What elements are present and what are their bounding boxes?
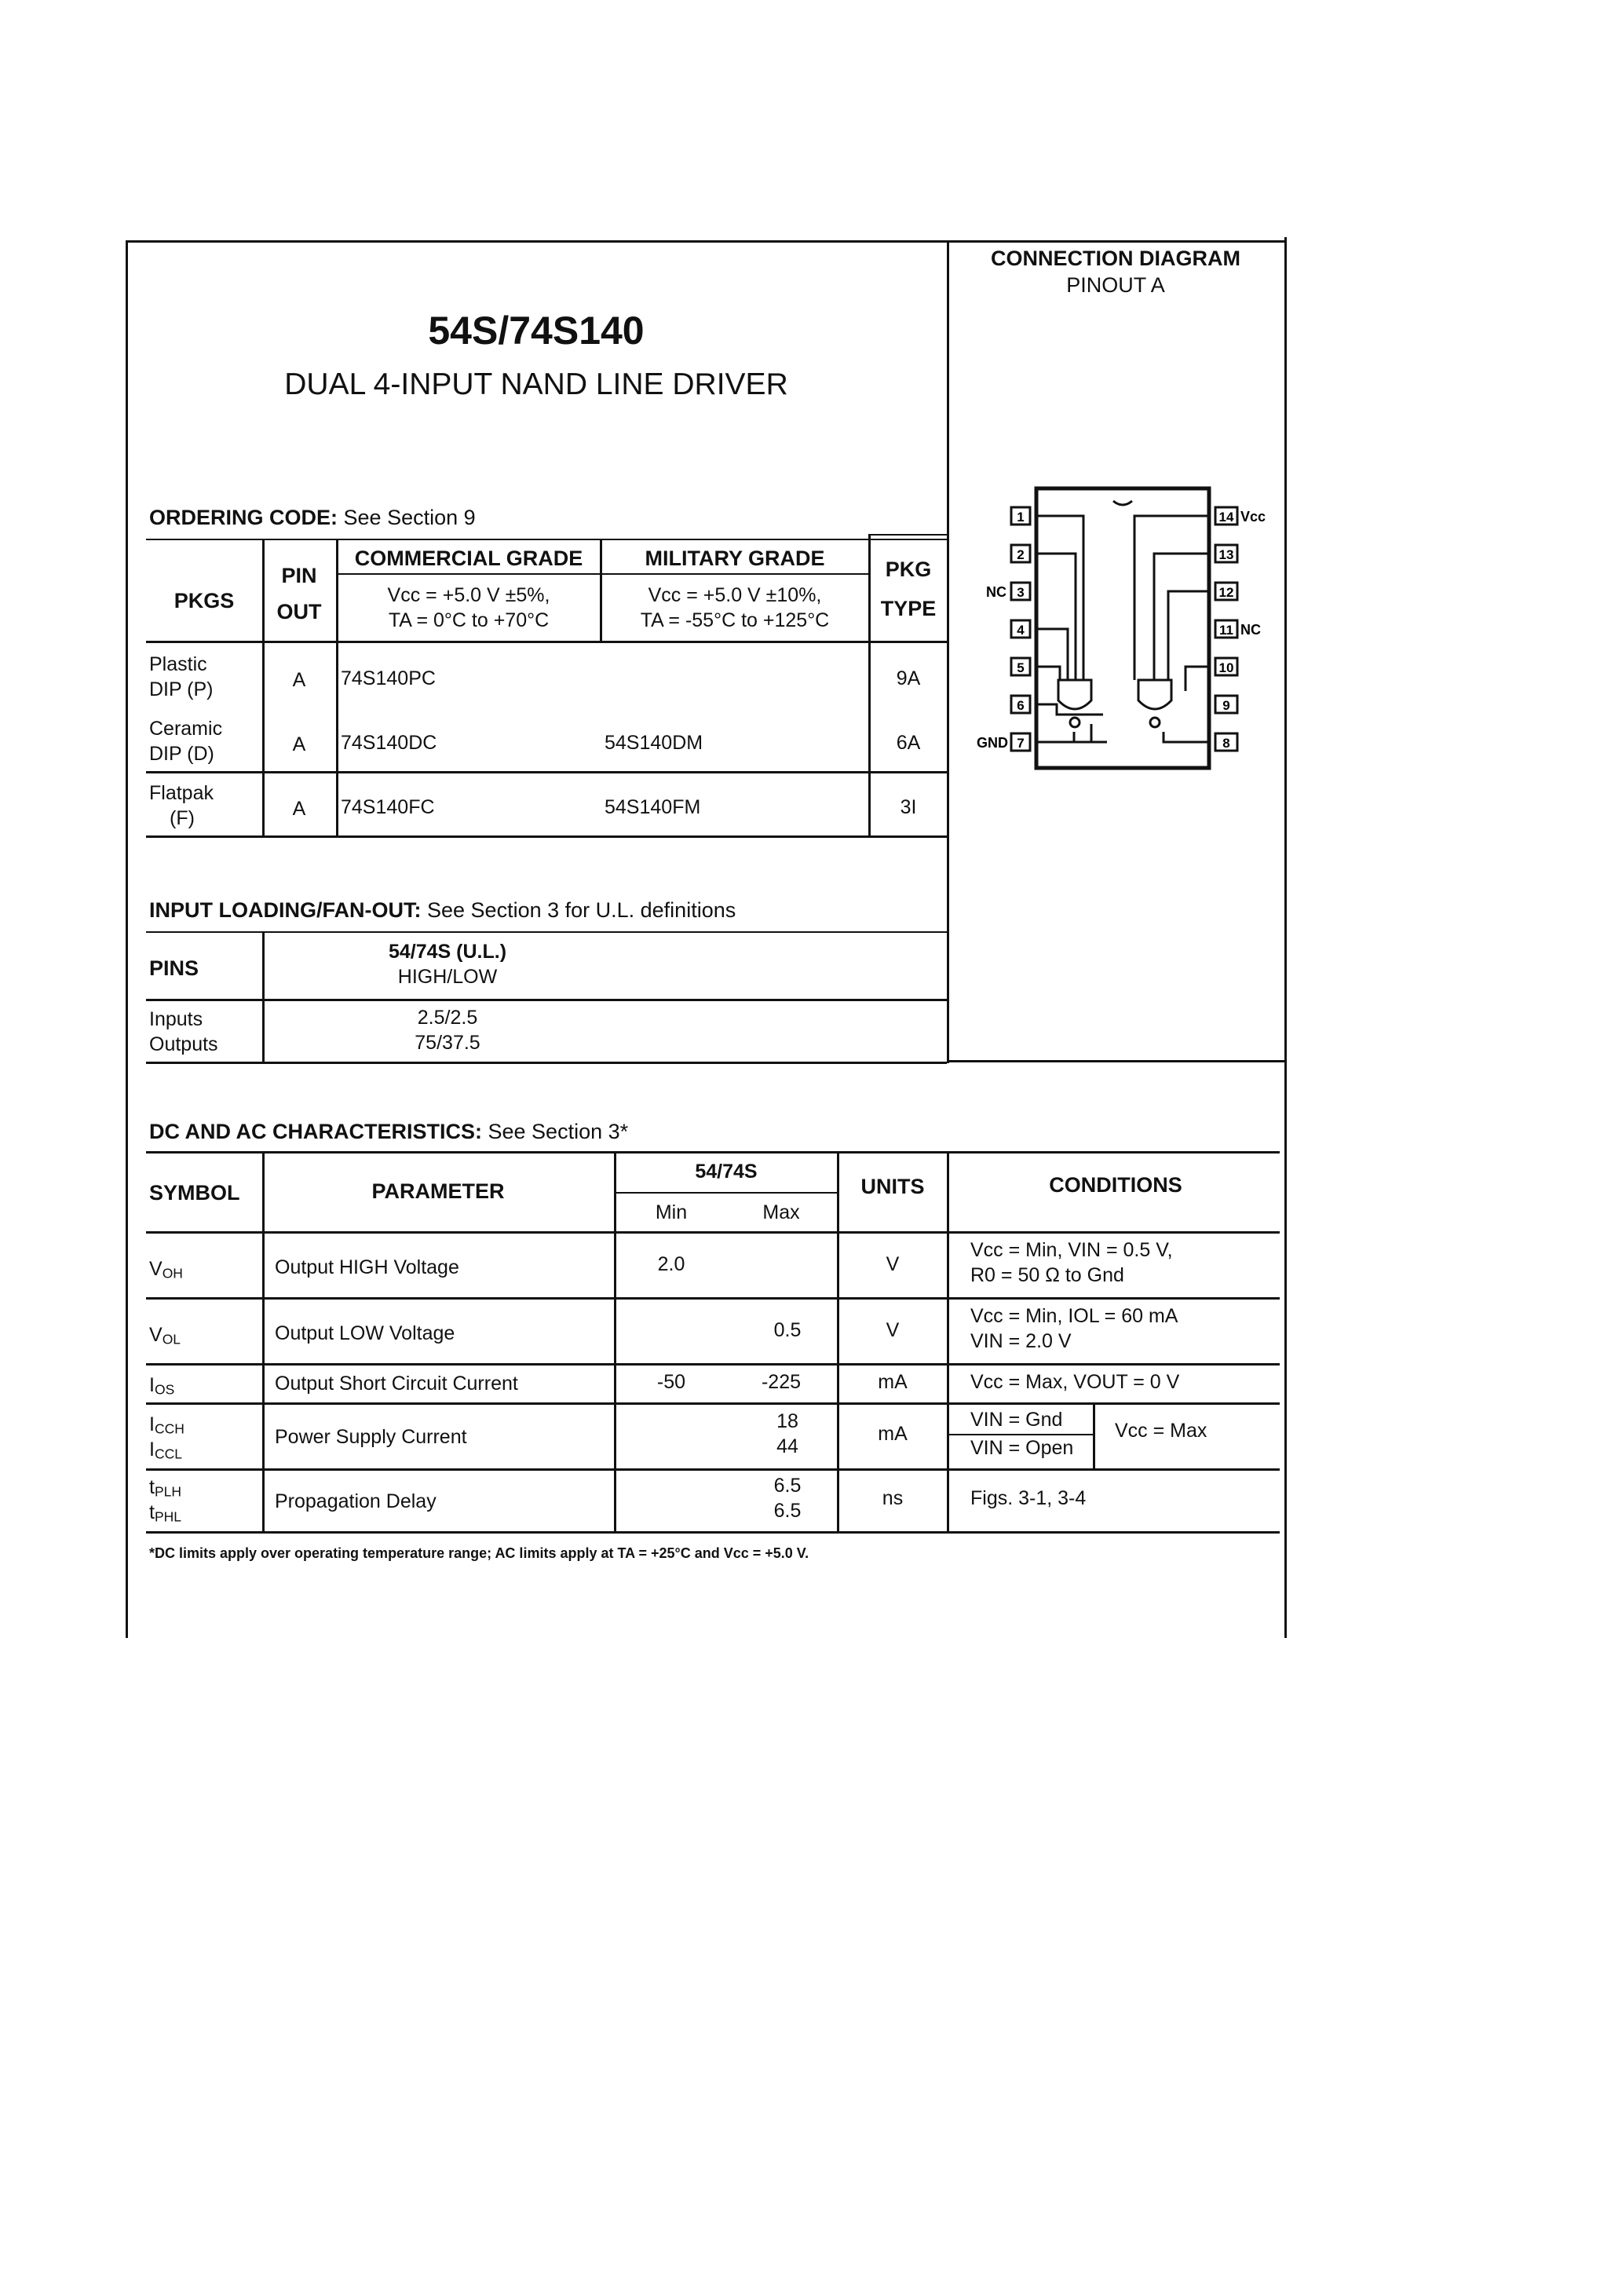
military-condition-2: TA = -55°C to +125°C: [640, 609, 830, 631]
symbol-main: I: [149, 1374, 155, 1396]
pin-3: 3: [1017, 585, 1025, 600]
col-54-74s: 54/74S: [695, 1161, 758, 1183]
pin-13: 13: [1218, 547, 1234, 562]
pin-1: 1: [1017, 510, 1025, 525]
symbol-ios: [149, 1374, 174, 1398]
input-loading-heading: [149, 898, 736, 923]
vcc-pin-label: Vcc: [1240, 509, 1266, 525]
units-icc: mA: [878, 1423, 908, 1445]
row-military-code: 54S140DM: [605, 732, 703, 754]
units-voh: V: [886, 1253, 900, 1275]
symbol-iccl: [149, 1439, 182, 1463]
symbol-sub: PHL: [154, 1508, 181, 1525]
col-military-grade: MILITARY GRADE: [645, 547, 825, 570]
pin-10: 10: [1218, 660, 1234, 675]
cond-icch: VIN = Gnd: [970, 1409, 1063, 1431]
row-outputs: Outputs: [149, 1033, 218, 1055]
symbol-sub: OL: [162, 1331, 181, 1347]
row-commercial-code: 74S140PC: [341, 667, 436, 689]
col-symbol: SYMBOL: [149, 1181, 240, 1205]
pin-2: 2: [1017, 547, 1025, 562]
symbol-main: V: [149, 1258, 163, 1280]
cond-vol-2: VIN = 2.0 V: [970, 1330, 1072, 1352]
max-vol: 0.5: [773, 1319, 802, 1341]
ordering-code-heading: [149, 506, 476, 530]
connection-diagram-title: CONNECTION DIAGRAM: [991, 247, 1240, 270]
param-propagation: Propagation Delay: [275, 1490, 437, 1512]
row-commercial-code: 74S140FC: [341, 796, 435, 818]
col-ul-line2: HIGH/LOW: [397, 966, 498, 988]
col-commercial-grade: COMMERCIAL GRADE: [354, 547, 583, 570]
symbol-icch: [149, 1413, 184, 1438]
row-pin-out: A: [292, 669, 306, 691]
input-loading-heading-label: INPUT LOADING/FAN-OUT:: [149, 898, 422, 922]
symbol-sub: CCH: [154, 1420, 184, 1437]
max-icch: 18: [776, 1410, 798, 1432]
input-loading-heading-note: See Section 3 for U.L. definitions: [427, 898, 736, 922]
row-pkg-flatpak-line2: (F): [170, 807, 195, 829]
pin-7: 7: [1017, 736, 1025, 751]
symbol-tphl: [149, 1501, 181, 1526]
row-pkg-flatpak-line1: Flatpak: [149, 782, 214, 804]
param-icc: Power Supply Current: [275, 1426, 467, 1448]
col-units: UNITS: [860, 1175, 925, 1198]
footnote: *DC limits apply over operating temperature range; AC limits apply at TA = +25°C and Vcc = +5.0 V.: [149, 1545, 809, 1561]
symbol-sub: PLH: [154, 1483, 181, 1500]
symbol-sub: CCL: [154, 1446, 182, 1462]
cond-propagation: Figs. 3-1, 3-4: [970, 1487, 1087, 1509]
dcac-heading-label: DC AND AC CHARACTERISTICS:: [149, 1120, 482, 1143]
pin-14: 14: [1218, 510, 1234, 525]
part-number: 54S/74S140: [428, 309, 645, 353]
cond-voh-1: Vcc = Min, VIN = 0.5 V,: [970, 1239, 1173, 1261]
cond-icc-right: Vcc = Max: [1115, 1420, 1207, 1442]
internal-wiring: [1036, 516, 1209, 742]
row-pin-out: A: [292, 798, 306, 820]
commercial-condition-1: Vcc = +5.0 V ±5%,: [387, 584, 550, 606]
param-voh: Output HIGH Voltage: [275, 1256, 459, 1278]
nc-pin-label-right: NC: [1240, 622, 1261, 638]
symbol-main: I: [149, 1413, 155, 1435]
row-pkg-type: 3I: [900, 796, 917, 818]
symbol-main: V: [149, 1324, 163, 1346]
pinout-diagram: [958, 479, 1272, 777]
cond-ios: Vcc = Max, VOUT = 0 V: [970, 1371, 1180, 1393]
row-pkg-ceramic-line1: Ceramic: [149, 718, 223, 740]
param-vol: Output LOW Voltage: [275, 1322, 455, 1344]
nand-gates: [1058, 680, 1171, 727]
dcac-heading: [149, 1120, 628, 1144]
commercial-condition-2: TA = 0°C to +70°C: [388, 609, 550, 631]
row-pkg-type: 9A: [896, 667, 921, 689]
nc-pin-label-left: NC: [986, 584, 1006, 600]
max-iccl: 44: [776, 1435, 798, 1457]
max-tplh: 6.5: [773, 1475, 802, 1497]
col-out: OUT: [276, 600, 322, 623]
military-condition-1: Vcc = +5.0 V ±10%,: [648, 584, 822, 606]
symbol-main: I: [149, 1439, 155, 1461]
row-pkg-type: 6A: [896, 732, 921, 754]
pin-4: 4: [1017, 623, 1025, 638]
ordering-code-heading-note: See Section 9: [343, 506, 476, 529]
cond-iccl: VIN = Open: [970, 1437, 1074, 1459]
symbol-sub: OH: [162, 1265, 183, 1281]
ic-notch: [1113, 501, 1132, 505]
pin-12: 12: [1218, 585, 1234, 600]
row-inputs: Inputs: [149, 1008, 203, 1030]
col-pins: PINS: [149, 956, 199, 980]
col-type: TYPE: [880, 597, 937, 620]
symbol-sub: OS: [154, 1381, 175, 1398]
col-conditions: CONDITIONS: [1049, 1173, 1182, 1197]
col-max: Max: [762, 1201, 800, 1223]
row-military-code: 54S140FM: [605, 796, 701, 818]
connection-diagram-subtitle: PINOUT A: [1066, 273, 1165, 297]
col-min: Min: [655, 1201, 688, 1223]
units-ios: mA: [878, 1371, 908, 1393]
symbol-main: t: [149, 1501, 155, 1523]
min-voh: 2.0: [657, 1253, 685, 1275]
symbol-voh: [149, 1258, 183, 1282]
col-pkg: PKG: [885, 558, 932, 581]
pin-11: 11: [1219, 623, 1233, 638]
param-ios: Output Short Circuit Current: [275, 1373, 518, 1395]
row-pkg-ceramic-line2: DIP (D): [149, 743, 214, 765]
cond-vol-1: Vcc = Min, IOL = 60 mA: [970, 1305, 1178, 1327]
units-propagation: ns: [882, 1487, 904, 1509]
dcac-heading-note: See Section 3*: [488, 1120, 629, 1143]
symbol-tplh: [149, 1476, 181, 1501]
value-outputs: 75/37.5: [415, 1032, 480, 1054]
max-ios: -225: [761, 1371, 802, 1393]
gnd-pin-label: GND: [977, 735, 1008, 751]
row-pkg-plastic-line1: Plastic: [149, 653, 207, 675]
row-pin-out: A: [292, 733, 306, 755]
col-ul-line1: 54/74S (U.L.): [388, 941, 507, 963]
pin-5: 5: [1017, 660, 1025, 675]
ordering-code-heading-label: ORDERING CODE:: [149, 506, 338, 529]
col-parameter: PARAMETER: [371, 1179, 505, 1203]
row-commercial-code: 74S140DC: [341, 732, 437, 754]
part-description: DUAL 4-INPUT NAND LINE DRIVER: [284, 367, 788, 401]
units-vol: V: [886, 1319, 900, 1341]
pin-8: 8: [1222, 736, 1230, 751]
col-pin: PIN: [281, 564, 317, 587]
row-pkg-plastic-line2: DIP (P): [149, 678, 214, 700]
symbol-main: t: [149, 1476, 155, 1498]
min-ios: -50: [656, 1371, 686, 1393]
cond-voh-2: R0 = 50 Ω to Gnd: [970, 1264, 1124, 1286]
value-inputs: 2.5/2.5: [417, 1007, 478, 1029]
pin-6: 6: [1017, 698, 1025, 713]
symbol-vol: [149, 1324, 181, 1348]
col-pkgs: PKGS: [174, 589, 235, 612]
max-tphl: 6.5: [773, 1500, 802, 1522]
pin-9: 9: [1222, 698, 1230, 713]
